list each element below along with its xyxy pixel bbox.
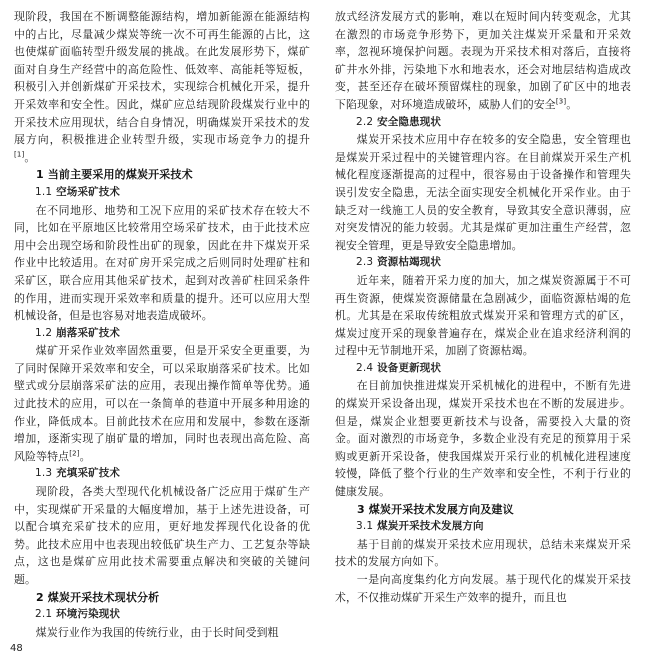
subsection-heading (14, 184, 310, 202)
subsection-title: 设备更新现状 (377, 361, 442, 374)
paragraph (335, 131, 631, 254)
paragraph-tail: 。 (24, 150, 36, 164)
paragraph (335, 536, 631, 571)
citation-ref: [3] (555, 97, 567, 106)
subsection-title: 环境污染现状 (56, 608, 121, 621)
subsection-heading (335, 114, 631, 132)
paragraph (14, 624, 310, 642)
subsection-title: 安全隐患现状 (377, 115, 442, 128)
paragraph-text: 基于目前的煤炭开采技术应用现状，总结未来煤炭开采技术的发展方向如下。 (335, 537, 631, 569)
subsection-number: 1.2 (35, 326, 53, 339)
subsection-number: 2.1 (35, 608, 53, 621)
paragraph-tail: 。 (79, 449, 91, 463)
paragraph (335, 377, 631, 500)
paragraph-text: 放式经济发展方式的影响，难以在短时间内转变观念，尤其在激烈的市场竞争形势下，更加关注煤炭开采量和开采效率，忽视环境保护问题。表现为开采技术相对落后，直接将矿井水外排，污染地下水和地表水，还会对地层结构造成改变，甚至还存在破坏预留煤柱的现象，加剧了矿区中的地表下陷现象，对环境造成破坏，威胁人们的安全 (335, 10, 631, 111)
paragraph-text: 现阶段，我国在不断调整能源结构，增加新能源在能源结构中的占比，尽量减少煤炭等统一次不可再生能源的占比，这也使煤矿面临转型升级发展的挑战。在此发展形势下，煤矿面对自身生产经营中的高危险性、低效率、高能耗等短板，积极引入并创新煤矿开采技术，实现综合机械化开采，提升开采效率和安全性。因此，煤矿应总结现阶段煤炭行业中的开采技术应用现状，结合自身情况，明确煤炭开采技术的发展方向，积极推进企业转型升级，实现市场竞争力的提升 (14, 10, 310, 147)
subsection-title: 充填采矿技术 (56, 467, 121, 480)
subsection-number: 3.1 (356, 520, 374, 533)
paragraph-text: 煤炭开采技术应用中存在较多的安全隐患，安全管理也是煤炭开采过程中的关键管理内容。在目前煤炭开采生产机械化程度逐渐提高的过程中，很容易由于设备操作和管理失误引发安全隐患，无法全面实现安全机械化开采作业。由于缺乏对一线施工人员的安全教育，导致其安全意识薄弱，应对突发情况的能力较弱。尤其是煤矿更加注重生产经营，忽视安全管理，更是导致安全隐患增加。 (335, 133, 631, 252)
paragraph-text: 煤炭行业作为我国的传统行业，由于长时间受到粗 (35, 625, 279, 639)
subsection-title: 崩落采矿技术 (56, 326, 121, 339)
subsection-number: 1.3 (35, 467, 53, 480)
subsection-title: 空场采矿技术 (56, 185, 121, 198)
subsection-heading (14, 325, 310, 343)
paragraph-text: 在不同地形、地势和工况下应用的采矿技术存在较大不同，比如在平原地区比较常用空场采矿技术，由于此技术应用中会出现空场和阶段性出矿的现象，因此在井下煤炭开采作业中比较适用。在对矿房开采完成之后则同时处理矿柱和采矿区，联合应用其他采矿技术，起到对改善矿柱回采条件的作用，进而实现开采效率和质量的提升。还可以应用大型机械设备，但是也容易对地表造成破坏。 (14, 203, 310, 323)
subsection-title: 资源枯竭现状 (377, 256, 442, 269)
paragraph-text: 一是向高度集约化方向发展。基于现代化的煤炭开采技术，不仅推动煤矿开采生产效率的提升，而且也 (335, 573, 631, 604)
paragraph (335, 272, 631, 360)
paragraph-text: 在目前加快推进煤炭开采机械化的进程中，不断有先进的煤炭开采设备出现，煤炭开采技术也在不断的发展进步。但是，煤炭企业想要更新技术与设备，需要投入大量的资金。面对激烈的市场竞争，多数企业没有充足的预算用于采购或更新开采设备，使我国煤炭开采行业的机械化进程速度较慢，降低了整个行业的生产效率和安全性，不利于行业的健康发展。 (335, 379, 631, 499)
paragraph (335, 8, 631, 114)
paragraph (14, 483, 310, 589)
paragraph (14, 202, 310, 325)
subsection-heading (14, 465, 310, 483)
subsection-heading (335, 254, 631, 272)
paragraph (14, 342, 310, 465)
subsection-number: 2.2 (356, 115, 374, 128)
subsection-title: 煤炭开采技术发展方向 (377, 520, 484, 533)
page-number: 48 (10, 643, 23, 654)
paragraph-text: 煤矿开采作业效率固然重要，但是开采安全更重要，为了同时保障开采效率和安全，可以采取崩落采矿技术。比如壁式或分层崩落采矿法的应用，表现出操作简单等优势。通过此技术的应用，可以在一条简单的巷道中开展多种用途的作业，降低成本。目前此技术在应用和发展中，参数在逐渐增加，逐渐实现了崩矿量的增加，同时也表现出高危险、高风险等特点 (14, 344, 310, 463)
paragraph-tail: 。 (566, 97, 578, 111)
paragraph-text: 现阶段，各类大型现代化机械设备广泛应用于煤矿生产中，实现煤矿开采量的大幅度增加，基于上述先进设备，可以配合填充采矿技术的应用，更好地发挥现代化设备的优势。此技术应用中也表现出较低矿块生产力、工艺复杂等缺点，这也是煤矿应用此技术需要重点解决和突破的关键问题。 (14, 485, 310, 586)
paragraph (14, 8, 310, 166)
subsection-number: 1.1 (35, 185, 53, 198)
citation-ref: [1] (14, 150, 25, 159)
section-heading: 2 煤炭开采技术现状分析 (36, 590, 160, 604)
subsection-heading (335, 360, 631, 378)
paragraph (335, 571, 631, 606)
left-column (14, 8, 310, 641)
section-heading: 3 煤炭开采技术发展方向及建议 (357, 502, 514, 516)
subsection-heading (14, 606, 310, 624)
right-column (335, 8, 631, 606)
section-heading: 1 当前主要采用的煤炭开采技术 (36, 168, 193, 182)
subsection-number: 2.3 (356, 256, 374, 269)
paragraph-text: 近年来，随着开采力度的加大，加之煤炭资源属于不可再生资源，使煤炭资源储量在急剧减少，面临资源枯竭的危机。尤其是在采取传统粗放式煤炭开采和管理方式的矿区，煤炭过度开采的现象普遍存在，煤炭企业在追求经济利润的过程中无节制地开采，加剧了资源枯竭。 (335, 273, 631, 358)
subsection-number: 2.4 (356, 361, 374, 374)
subsection-heading (335, 518, 631, 536)
citation-ref: [2] (69, 449, 80, 458)
